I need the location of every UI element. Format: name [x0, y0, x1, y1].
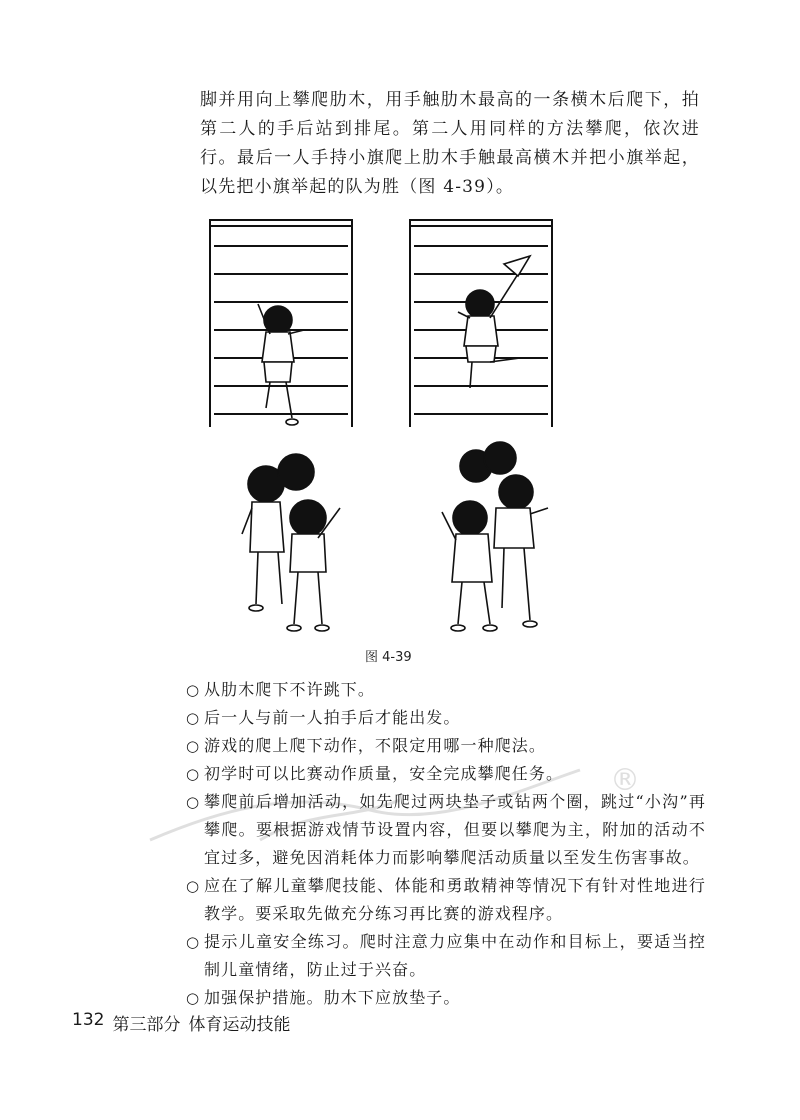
list-item	[186, 872, 706, 928]
list-item-text: 加强保护措施。肋木下应放垫子。	[204, 988, 461, 1007]
circle-bullet-icon: ○	[186, 793, 201, 811]
page-footer	[72, 1010, 290, 1035]
children-group-right	[442, 442, 548, 631]
circle-bullet-icon: ○	[186, 681, 201, 699]
rules-list	[186, 676, 706, 1012]
page-number: 132	[72, 1010, 105, 1030]
intro-text: 脚并用向上攀爬肋木，用手触肋木最高的一条横木后爬下，拍第二人的手后站到排尾。第二人用同样的方法攀爬，依次进行。最后一人手持小旗爬上肋木手触最高横木并把小旗举起，以先把小旗举起的队为胜（图 4-39）。	[200, 90, 700, 197]
list-item-text: 提示儿童安全练习。爬时注意力应集中在动作和目标上，要适当控制儿童情绪，防止过于兴奋。	[204, 932, 706, 979]
list-item	[186, 984, 706, 1012]
illustration-climbing-game	[200, 212, 580, 652]
registered-mark: ®	[610, 763, 640, 798]
circle-bullet-icon: ○	[186, 709, 201, 727]
list-item	[186, 760, 706, 788]
list-item-text: 应在了解儿童攀爬技能、体能和勇敢精神等情况下有针对性地进行教学。要采取先做充分练习再比赛的游戏程序。	[204, 876, 706, 923]
intro-paragraph	[200, 86, 700, 202]
list-item-text: 游戏的爬上爬下动作，不限定用哪一种爬法。	[204, 736, 547, 755]
section-title: 第三部分	[112, 1015, 181, 1035]
circle-bullet-icon: ○	[186, 737, 201, 755]
child-climbing-left	[258, 304, 304, 425]
list-item	[186, 732, 706, 760]
list-item-text: 攀爬前后增加活动，如先爬过两块垫子或钻两个圈，跳过“小沟”再攀爬。要根据游戏情节设置内容，但要以攀爬为主，附加的活动不宜过多，避免因消耗体力而影响攀爬活动质量以至发生伤害事故。	[204, 792, 706, 867]
child-with-flag	[458, 256, 530, 388]
figure-4-39	[200, 212, 580, 652]
list-item-text: 从肋木爬下不许跳下。	[204, 680, 376, 699]
circle-bullet-icon: ○	[186, 765, 201, 783]
circle-bullet-icon: ○	[186, 933, 201, 951]
children-group-left	[242, 454, 340, 631]
list-item-text: 初学时可以比赛动作质量，安全完成攀爬任务。	[204, 764, 564, 783]
list-item	[186, 788, 706, 872]
chapter-title: 体育运动技能	[188, 1015, 291, 1035]
list-item-text: 后一人与前一人拍手后才能出发。	[204, 708, 461, 727]
list-item	[186, 928, 706, 984]
figure-caption: 图 4-39	[365, 650, 412, 665]
circle-bullet-icon: ○	[186, 877, 201, 895]
list-item	[186, 676, 706, 704]
list-item	[186, 704, 706, 732]
circle-bullet-icon: ○	[186, 989, 201, 1007]
